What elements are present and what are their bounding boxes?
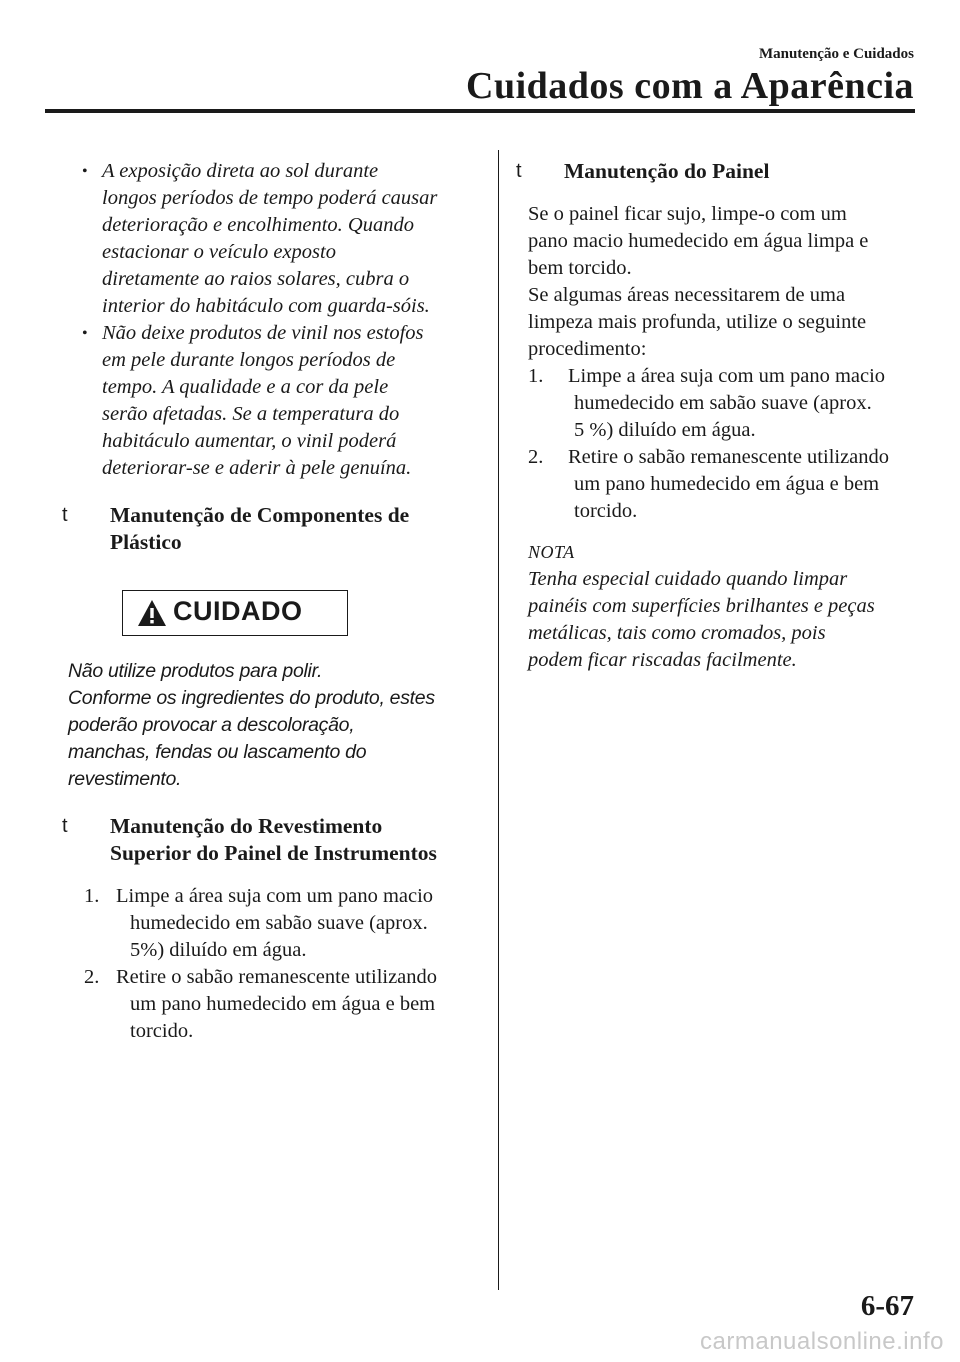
heading-line: Manutenção do Painel bbox=[564, 159, 770, 183]
note-label: NOTA bbox=[528, 542, 575, 562]
step-number: 2. bbox=[84, 966, 100, 988]
heading-line: Plástico bbox=[110, 530, 182, 554]
text-line: interior do habitáculo com guarda-sóis. bbox=[102, 295, 430, 317]
text-line: Retire o sabão remanescente utilizando bbox=[116, 966, 438, 988]
section-heading-panel bbox=[516, 158, 914, 185]
text-line: 5%) diluído em água. bbox=[130, 939, 307, 961]
warning-triangle-icon bbox=[137, 599, 167, 627]
header-rule bbox=[45, 109, 915, 113]
procedure-steps bbox=[528, 363, 914, 525]
bullet-item bbox=[68, 158, 472, 320]
text-line: um pano humedecido em água e bem bbox=[130, 993, 436, 1015]
text-line: um pano humedecido em água e bem bbox=[574, 473, 880, 495]
section-marker-icon: t bbox=[62, 815, 68, 837]
text-line: Se o painel ficar sujo, limpe-o com um bbox=[528, 203, 847, 225]
section-marker-icon: t bbox=[62, 504, 68, 526]
note-text bbox=[528, 566, 914, 674]
text-line: serão afetadas. Se a temperatura do bbox=[102, 403, 400, 425]
text-line: tempo. A qualidade e a cor da pele bbox=[102, 376, 389, 398]
chapter-title: Manutenção e Cuidados bbox=[758, 46, 914, 62]
heading-line: Manutenção do Revestimento bbox=[110, 814, 383, 838]
text-line: A exposição direta ao sol durante bbox=[102, 160, 379, 182]
text-line: humedecido em sabão suave (aprox. bbox=[130, 912, 428, 934]
intro-paragraph bbox=[528, 201, 914, 363]
text-line: em pele durante longos períodos de bbox=[102, 349, 396, 371]
left-column bbox=[62, 158, 472, 1045]
text-line: longos períodos de tempo poderá causar bbox=[102, 187, 438, 209]
watermark: carmanualsonline.info bbox=[700, 1328, 944, 1355]
right-column bbox=[516, 158, 914, 674]
text-line: estacionar o veículo exposto bbox=[102, 241, 336, 263]
caution-box bbox=[122, 590, 348, 636]
text-line: deterioração e encolhimento. Quando bbox=[102, 214, 414, 236]
bullet-item bbox=[68, 320, 472, 482]
caution-label: CUIDADO bbox=[173, 596, 303, 626]
text-line: diretamente ao raios solares, cubra o bbox=[102, 268, 410, 290]
step-item bbox=[84, 964, 472, 1045]
text-line: Se algumas áreas necessitarem de uma bbox=[528, 284, 846, 306]
column-divider bbox=[498, 150, 499, 1290]
heading-line: Superior do Painel de Instrumentos bbox=[110, 841, 437, 865]
page-title: Cuidados com a Aparência bbox=[466, 65, 914, 107]
text-line: podem ficar riscadas facilmente. bbox=[528, 649, 797, 671]
text-line: Limpe a área suja com um pano macio bbox=[568, 365, 886, 387]
text-line: manchas, fendas ou lascamento do bbox=[68, 741, 367, 763]
caution-text bbox=[68, 658, 472, 793]
text-line: torcido. bbox=[574, 500, 638, 522]
text-line: torcido. bbox=[130, 1020, 194, 1042]
step-item bbox=[528, 363, 914, 444]
text-line: revestimento. bbox=[68, 768, 182, 790]
step-item bbox=[84, 883, 472, 964]
text-line: painéis com superfícies brilhantes e peças bbox=[528, 595, 875, 617]
bullet-icon: • bbox=[82, 325, 88, 342]
section-heading-plastic bbox=[62, 502, 472, 556]
text-line: bem torcido. bbox=[528, 257, 632, 279]
heading-line: Manutenção de Componentes de bbox=[110, 503, 410, 527]
text-line: Conforme os ingredientes do produto, estes bbox=[68, 687, 435, 709]
section-marker-icon: t bbox=[516, 160, 522, 182]
text-line: Tenha especial cuidado quando limpar bbox=[528, 568, 848, 590]
text-line: Limpe a área suja com um pano macio bbox=[116, 885, 434, 907]
page-number: 6-67 bbox=[860, 1290, 914, 1322]
step-number: 1. bbox=[84, 885, 100, 907]
text-line: metálicas, tais como cromados, pois bbox=[528, 622, 826, 644]
step-number: 1. bbox=[528, 365, 544, 387]
text-line: Não utilize produtos para polir. bbox=[68, 660, 323, 682]
text-line: 5 %) diluído em água. bbox=[574, 419, 756, 441]
text-line: procedimento: bbox=[528, 338, 647, 360]
text-line: poderão provocar a descoloração, bbox=[68, 714, 355, 736]
bullet-icon: • bbox=[82, 163, 88, 180]
text-line: Não deixe produtos de vinil nos estofos bbox=[102, 322, 424, 344]
step-item bbox=[528, 444, 914, 525]
text-line: habitáculo aumentar, o vinil poderá bbox=[102, 430, 397, 452]
text-line: Retire o sabão remanescente utilizando bbox=[568, 446, 890, 468]
step-number: 2. bbox=[528, 446, 544, 468]
procedure-steps bbox=[84, 883, 472, 1045]
section-heading-upper-panel bbox=[62, 813, 472, 867]
text-line: limpeza mais profunda, utilize o seguinte bbox=[528, 311, 867, 333]
text-line: deteriorar-se e aderir à pele genuína. bbox=[102, 457, 412, 479]
text-line: humedecido em sabão suave (aprox. bbox=[574, 392, 872, 414]
warning-bullet-list bbox=[68, 158, 472, 482]
text-line: pano macio humedecido em água limpa e bbox=[528, 230, 869, 252]
note-block bbox=[528, 539, 914, 674]
